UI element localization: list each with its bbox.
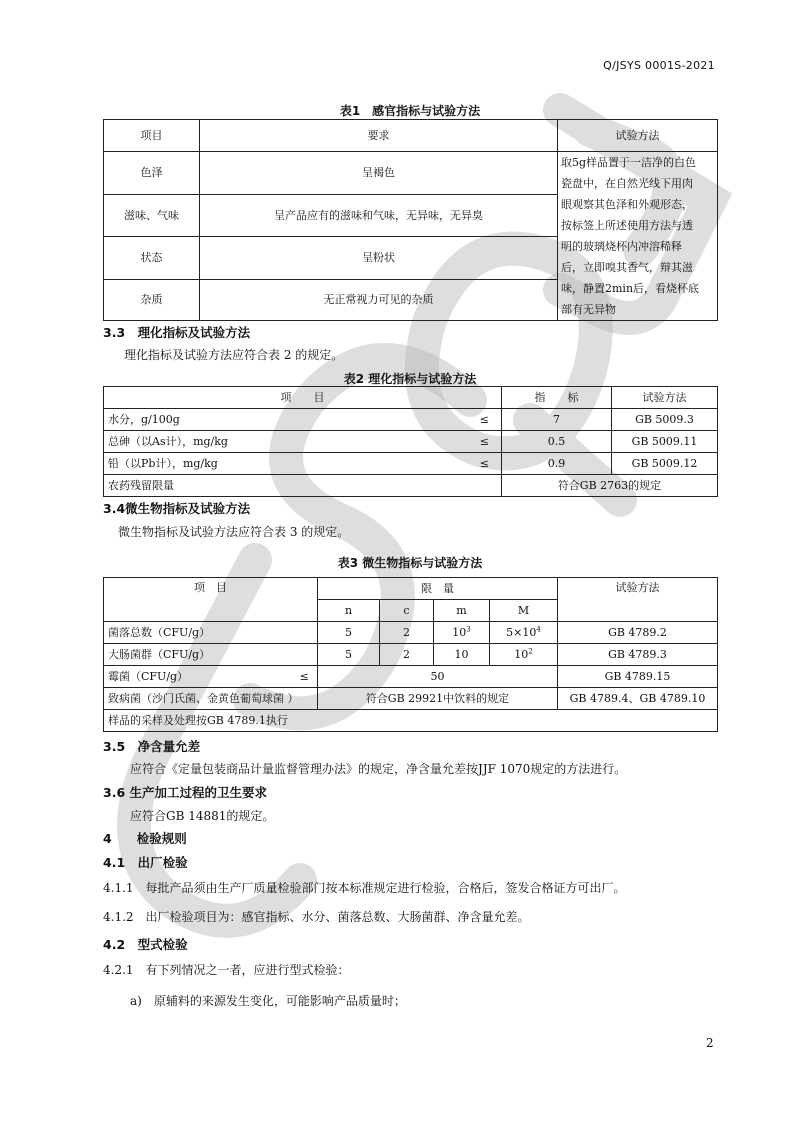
section-3-6-text: 应符合GB 14881的规定。 bbox=[130, 809, 275, 823]
table3-sub-M: M bbox=[490, 600, 558, 622]
table1-item: 滋味、气味 bbox=[104, 194, 200, 237]
table3-m bbox=[434, 622, 490, 644]
table3-M-exp: 2 bbox=[528, 647, 533, 656]
table1-item: 状态 bbox=[104, 237, 200, 280]
section-3-5-title: 3.5 净含量允差 bbox=[103, 739, 201, 754]
table3-sub-n: n bbox=[318, 600, 380, 622]
table1-req: 呈褐色 bbox=[200, 152, 558, 195]
table3-n: 5 bbox=[318, 622, 380, 644]
table3-method: GB 4789.3 bbox=[558, 644, 718, 666]
table3-mold-item: 霉菌（CFU/g） bbox=[104, 666, 292, 688]
section-3-3-text: 理化指标及试验方法应符合表 2 的规定。 bbox=[124, 348, 344, 362]
table3-caption: 表3 微生物指标与试验方法 bbox=[337, 556, 483, 570]
method-line: 味，静置2min后，看烧杯底 bbox=[561, 282, 700, 295]
table3-M-exp: 4 bbox=[536, 625, 541, 634]
table3-mold-value: 50 bbox=[318, 666, 558, 688]
table2-value: 0.9 bbox=[502, 453, 612, 475]
table3-M-base: 10 bbox=[514, 647, 529, 661]
section-4-2-title: 4.2 型式检验 bbox=[103, 937, 188, 952]
table-row bbox=[104, 453, 718, 475]
table-row bbox=[104, 152, 718, 195]
table2-pesticide-value: 符合GB 2763的规定 bbox=[502, 475, 718, 497]
table2-value: 0.5 bbox=[502, 431, 612, 453]
table-row bbox=[104, 431, 718, 453]
paragraph-4-1-2: 4.1.2 出厂检验项目为：感官指标、水分、菌落总数、大肠菌群、净含量允差。 bbox=[103, 910, 530, 924]
method-line: 明的玻璃烧杯内冲溶稀释 bbox=[561, 240, 682, 253]
method-line: 瓷盘中，在自然光线下用肉 bbox=[561, 177, 693, 190]
table2-item: 水分，g/100g bbox=[104, 409, 397, 431]
table3-c: 2 bbox=[380, 644, 434, 666]
table2 bbox=[103, 386, 718, 497]
table3-header-limit: 限 量 bbox=[318, 578, 558, 600]
table3-sub-c: c bbox=[380, 600, 434, 622]
table3-m-base: 10 bbox=[452, 625, 467, 639]
table3-mold-method: GB 4789.15 bbox=[558, 666, 718, 688]
le-symbol: ≤ bbox=[397, 409, 502, 431]
table1-header-method: 试验方法 bbox=[558, 120, 718, 152]
table2-method: GB 5009.12 bbox=[612, 453, 718, 475]
table1-method bbox=[558, 152, 718, 321]
table2-method: GB 5009.11 bbox=[612, 431, 718, 453]
table2-header-method: 试验方法 bbox=[612, 387, 718, 409]
table3-item: 菌落总数（CFU/g） bbox=[104, 622, 318, 644]
table-row bbox=[104, 644, 718, 666]
table2-caption: 表2 理化指标与试验方法 bbox=[343, 372, 477, 386]
table2-item: 铅（以Pb计），mg/kg bbox=[104, 453, 397, 475]
table3 bbox=[103, 577, 718, 732]
table1-req: 无正常视力可见的杂质 bbox=[200, 279, 558, 321]
table3-M bbox=[490, 644, 558, 666]
table3-m: 10 bbox=[434, 644, 490, 666]
paragraph-4-1-1: 4.1.1 每批产品须由生产厂质量检验部门按本标准规定进行检验，合格后，签发合格证方可出厂。 bbox=[103, 881, 626, 895]
table3-note: 样品的采样及处理按GB 4789.1执行 bbox=[104, 710, 718, 732]
table3-n: 5 bbox=[318, 644, 380, 666]
table3-method: GB 4789.2 bbox=[558, 622, 718, 644]
method-line: 取5g样品置于一洁净的白色 bbox=[561, 156, 697, 169]
le-symbol: ≤ bbox=[397, 453, 502, 475]
le-symbol: ≤ bbox=[397, 431, 502, 453]
table3-sub-m: m bbox=[434, 600, 490, 622]
table3-c: 2 bbox=[380, 622, 434, 644]
page-number: 2 bbox=[706, 1036, 714, 1050]
table2-header-item: 项 目 bbox=[104, 387, 502, 409]
table2-method: GB 5009.3 bbox=[612, 409, 718, 431]
le-symbol: ≤ bbox=[292, 666, 318, 688]
table2-value: 7 bbox=[502, 409, 612, 431]
table1-req: 呈产品应有的滋味和气味，无异味，无异臭 bbox=[200, 194, 558, 237]
table2-pesticide-item: 农药残留限量 bbox=[104, 475, 502, 497]
table1-caption: 表1 感官指标与试验方法 bbox=[339, 104, 481, 118]
table3-item: 大肠菌群（CFU/g） bbox=[104, 644, 318, 666]
section-3-6-title: 3.6 生产加工过程的卫生要求 bbox=[103, 785, 267, 800]
paragraph-a: a) 原辅料的来源发生变化，可能影响产品质量时； bbox=[130, 994, 406, 1008]
table3-M bbox=[490, 622, 558, 644]
table3-header-method: 试验方法 bbox=[558, 578, 718, 622]
table3-m-exp: 3 bbox=[466, 625, 471, 634]
table3-pathogen-value: 符合GB 29921中饮料的规定 bbox=[318, 688, 558, 710]
paragraph-4-2-1: 4.2.1 有下列情况之一者，应进行型式检验： bbox=[103, 963, 350, 977]
table3-M-base: 5×10 bbox=[506, 625, 537, 639]
section-3-4-text: 微生物指标及试验方法应符合表 3 的规定。 bbox=[118, 525, 350, 539]
table3-pathogen-method: GB 4789.4、GB 4789.10 bbox=[558, 688, 718, 710]
method-line: 眼观察其色泽和外观形态， bbox=[561, 198, 693, 211]
section-4-1-title: 4.1 出厂检验 bbox=[103, 855, 188, 870]
table2-header-value: 指 标 bbox=[502, 387, 612, 409]
table3-header-row bbox=[104, 578, 718, 600]
table1 bbox=[103, 119, 718, 321]
section-3-5-text: 应符合《定量包装商品计量监督管理办法》的规定，净含量允差按JJF 1070规定的方法进行。 bbox=[130, 762, 627, 776]
table1-item: 杂质 bbox=[104, 279, 200, 321]
table1-header-req: 要求 bbox=[200, 120, 558, 152]
section-3-3-title: 3.3 理化指标及试验方法 bbox=[103, 325, 251, 340]
table-row bbox=[104, 409, 718, 431]
table-row bbox=[104, 710, 718, 732]
table-row bbox=[104, 688, 718, 710]
table3-pathogen-item: 致病菌（沙门氏菌、金黄色葡萄球菌 ） bbox=[104, 688, 318, 710]
doc-code: Q/JSYS 0001S-2021 bbox=[603, 59, 715, 72]
table-row bbox=[104, 475, 718, 497]
table3-header-item: 项 目 bbox=[104, 578, 318, 622]
table1-header-item: 项目 bbox=[104, 120, 200, 152]
table-row bbox=[104, 666, 718, 688]
table1-header-row bbox=[104, 120, 718, 152]
section-4-title: 4 检验规则 bbox=[103, 831, 187, 846]
section-3-4-title: 3.4微生物指标及试验方法 bbox=[103, 501, 251, 516]
table1-item: 色泽 bbox=[104, 152, 200, 195]
table1-req: 呈粉状 bbox=[200, 237, 558, 280]
method-line: 部有无异物 bbox=[561, 303, 616, 316]
method-line: 后，立即嗅其香气，辩其滋 bbox=[561, 261, 693, 274]
table2-header-row bbox=[104, 387, 718, 409]
table2-item: 总砷（以As计），mg/kg bbox=[104, 431, 397, 453]
method-line: 按标签上所述使用方法与透 bbox=[561, 219, 693, 232]
table-row bbox=[104, 622, 718, 644]
